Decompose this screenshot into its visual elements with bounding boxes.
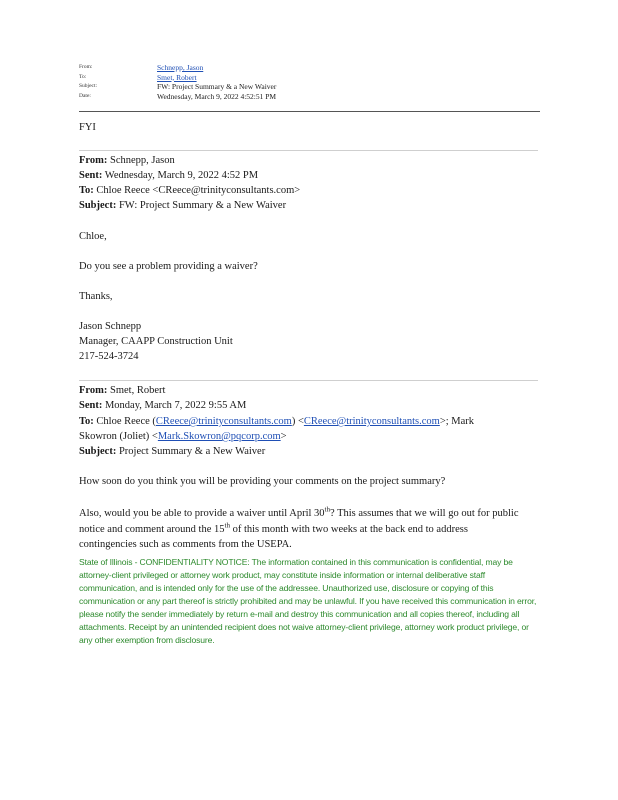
header-to-link[interactable]: Smet, Robert [157,72,197,82]
msg1-subject-line [79,198,286,214]
msg2-para2-c: of this month with two weeks at the back end to address contingencies such as comments from the USEPA. [79,523,468,550]
msg1-from-value: Schnepp, Jason [110,155,175,166]
msg2-to-email-link-2[interactable]: CReece@trinityconsultants.com [303,416,440,427]
msg2-to-mid: ) < [291,416,304,427]
msg1-sent-line [79,168,258,184]
msg1-subject-label: Subject: [79,200,117,211]
msg2-sent-line [79,398,246,414]
msg1-to-label: To: [79,185,94,196]
msg2-to-line-2 [79,429,287,445]
msg2-to-label: To: [79,416,94,427]
msg1-signature-name: Jason Schnepp [79,321,142,332]
msg1-subject-value: FW: Project Summary & a New Waiver [118,200,287,211]
msg2-to-line2-prefix: Skowron (Joliet) < [79,431,158,442]
msg2-to-email-link-3[interactable]: Mark.Skowron@pqcorp.com [157,431,281,442]
header-to-label: To: [79,73,87,80]
msg2-to-email-link-1[interactable]: CReece@trinityconsultants.com [155,416,292,427]
msg2-to-line2-suffix: > [280,431,287,442]
msg2-to-prefix: Chloe Reece ( [96,416,156,427]
msg1-from-label: From: [79,155,108,166]
header-subject-row [79,82,276,92]
header-from-label: From: [79,64,93,70]
header-date-value: Wednesday, March 9, 2022 4:52:51 PM [157,91,277,101]
header-date-row [79,92,276,102]
msg1-body: Do you see a problem providing a waiver? [79,261,258,272]
msg1-sent-label: Sent: [79,170,103,181]
msg2-para2-sup1: th [324,505,330,514]
header-divider [79,111,540,112]
msg2-paragraph-2 [79,506,524,553]
msg2-subject-value: Project Summary & a New Waiver [118,446,266,457]
fyi-text: FYI [79,122,96,133]
msg2-paragraph-1: How soon do you think you will be providing your comments on the project summary? [79,476,446,487]
msg1-sent-value: Wednesday, March 9, 2022 4:52 PM [104,170,259,181]
header-from-row [79,63,276,73]
header-subject-value: FW: Project Summary & a New Waiver [157,82,277,91]
msg1-to-value: Chloe Reece <CReece@trinityconsultants.com> [96,185,301,196]
msg2-para2-b: ? This assumes that we will go out for public notice and comment around the 15 [79,508,519,535]
header-to-row [79,73,276,83]
msg1-greeting: Chloe, [79,231,107,242]
msg2-sent-label: Sent: [79,400,103,411]
header-date-label: Date: [79,92,91,99]
confidentiality-notice: State of Illinois - CONFIDENTIALITY NOTICE: The information contained in this communication is confidential, may be attorney-client privileged or attorney work product, may constitute inside information or internal deliberative staff communication, and is intended only for the use of the addressee. Unauthorized use, disclosure or copying of this communication or any part thereof is strictly prohibited and may be unlawful. If you have received this communication in error, please notify the sender immediately by return e-mail and destroy this communication and all copies thereof, including all attachments. Receipt by an unintended recipient does not waive attorney-client privilege, attorney work product privilege, or any other exemption from disclosure. [79,557,537,645]
header-subject-label: Subject: [79,83,98,89]
msg2-to-line [79,414,474,430]
msg1-closing: Thanks, [79,291,113,302]
msg1-from-line [79,153,175,169]
msg2-subject-line [79,444,265,460]
msg1-signature-title: Manager, CAAPP Construction Unit [79,336,233,347]
msg2-subject-label: Subject: [79,446,117,457]
msg2-from-line [79,383,165,399]
header-from-link[interactable]: Schnepp, Jason [157,63,204,72]
msg2-to-after: >; Mark [439,416,475,427]
msg2-from-label: From: [79,385,108,396]
email-header [79,63,276,101]
msg2-para2-a: Also, would you be able to provide a waiver until April 30 [79,508,325,519]
msg1-to-line [79,183,300,199]
message2-divider [79,380,538,381]
message1-divider [79,150,538,151]
msg1-signature-phone: 217-524-3724 [79,351,139,362]
msg2-sent-value: Monday, March 7, 2022 9:55 AM [104,400,247,411]
msg2-from-value: Smet, Robert [110,385,166,396]
msg2-para2-sup2: th [224,521,230,529]
